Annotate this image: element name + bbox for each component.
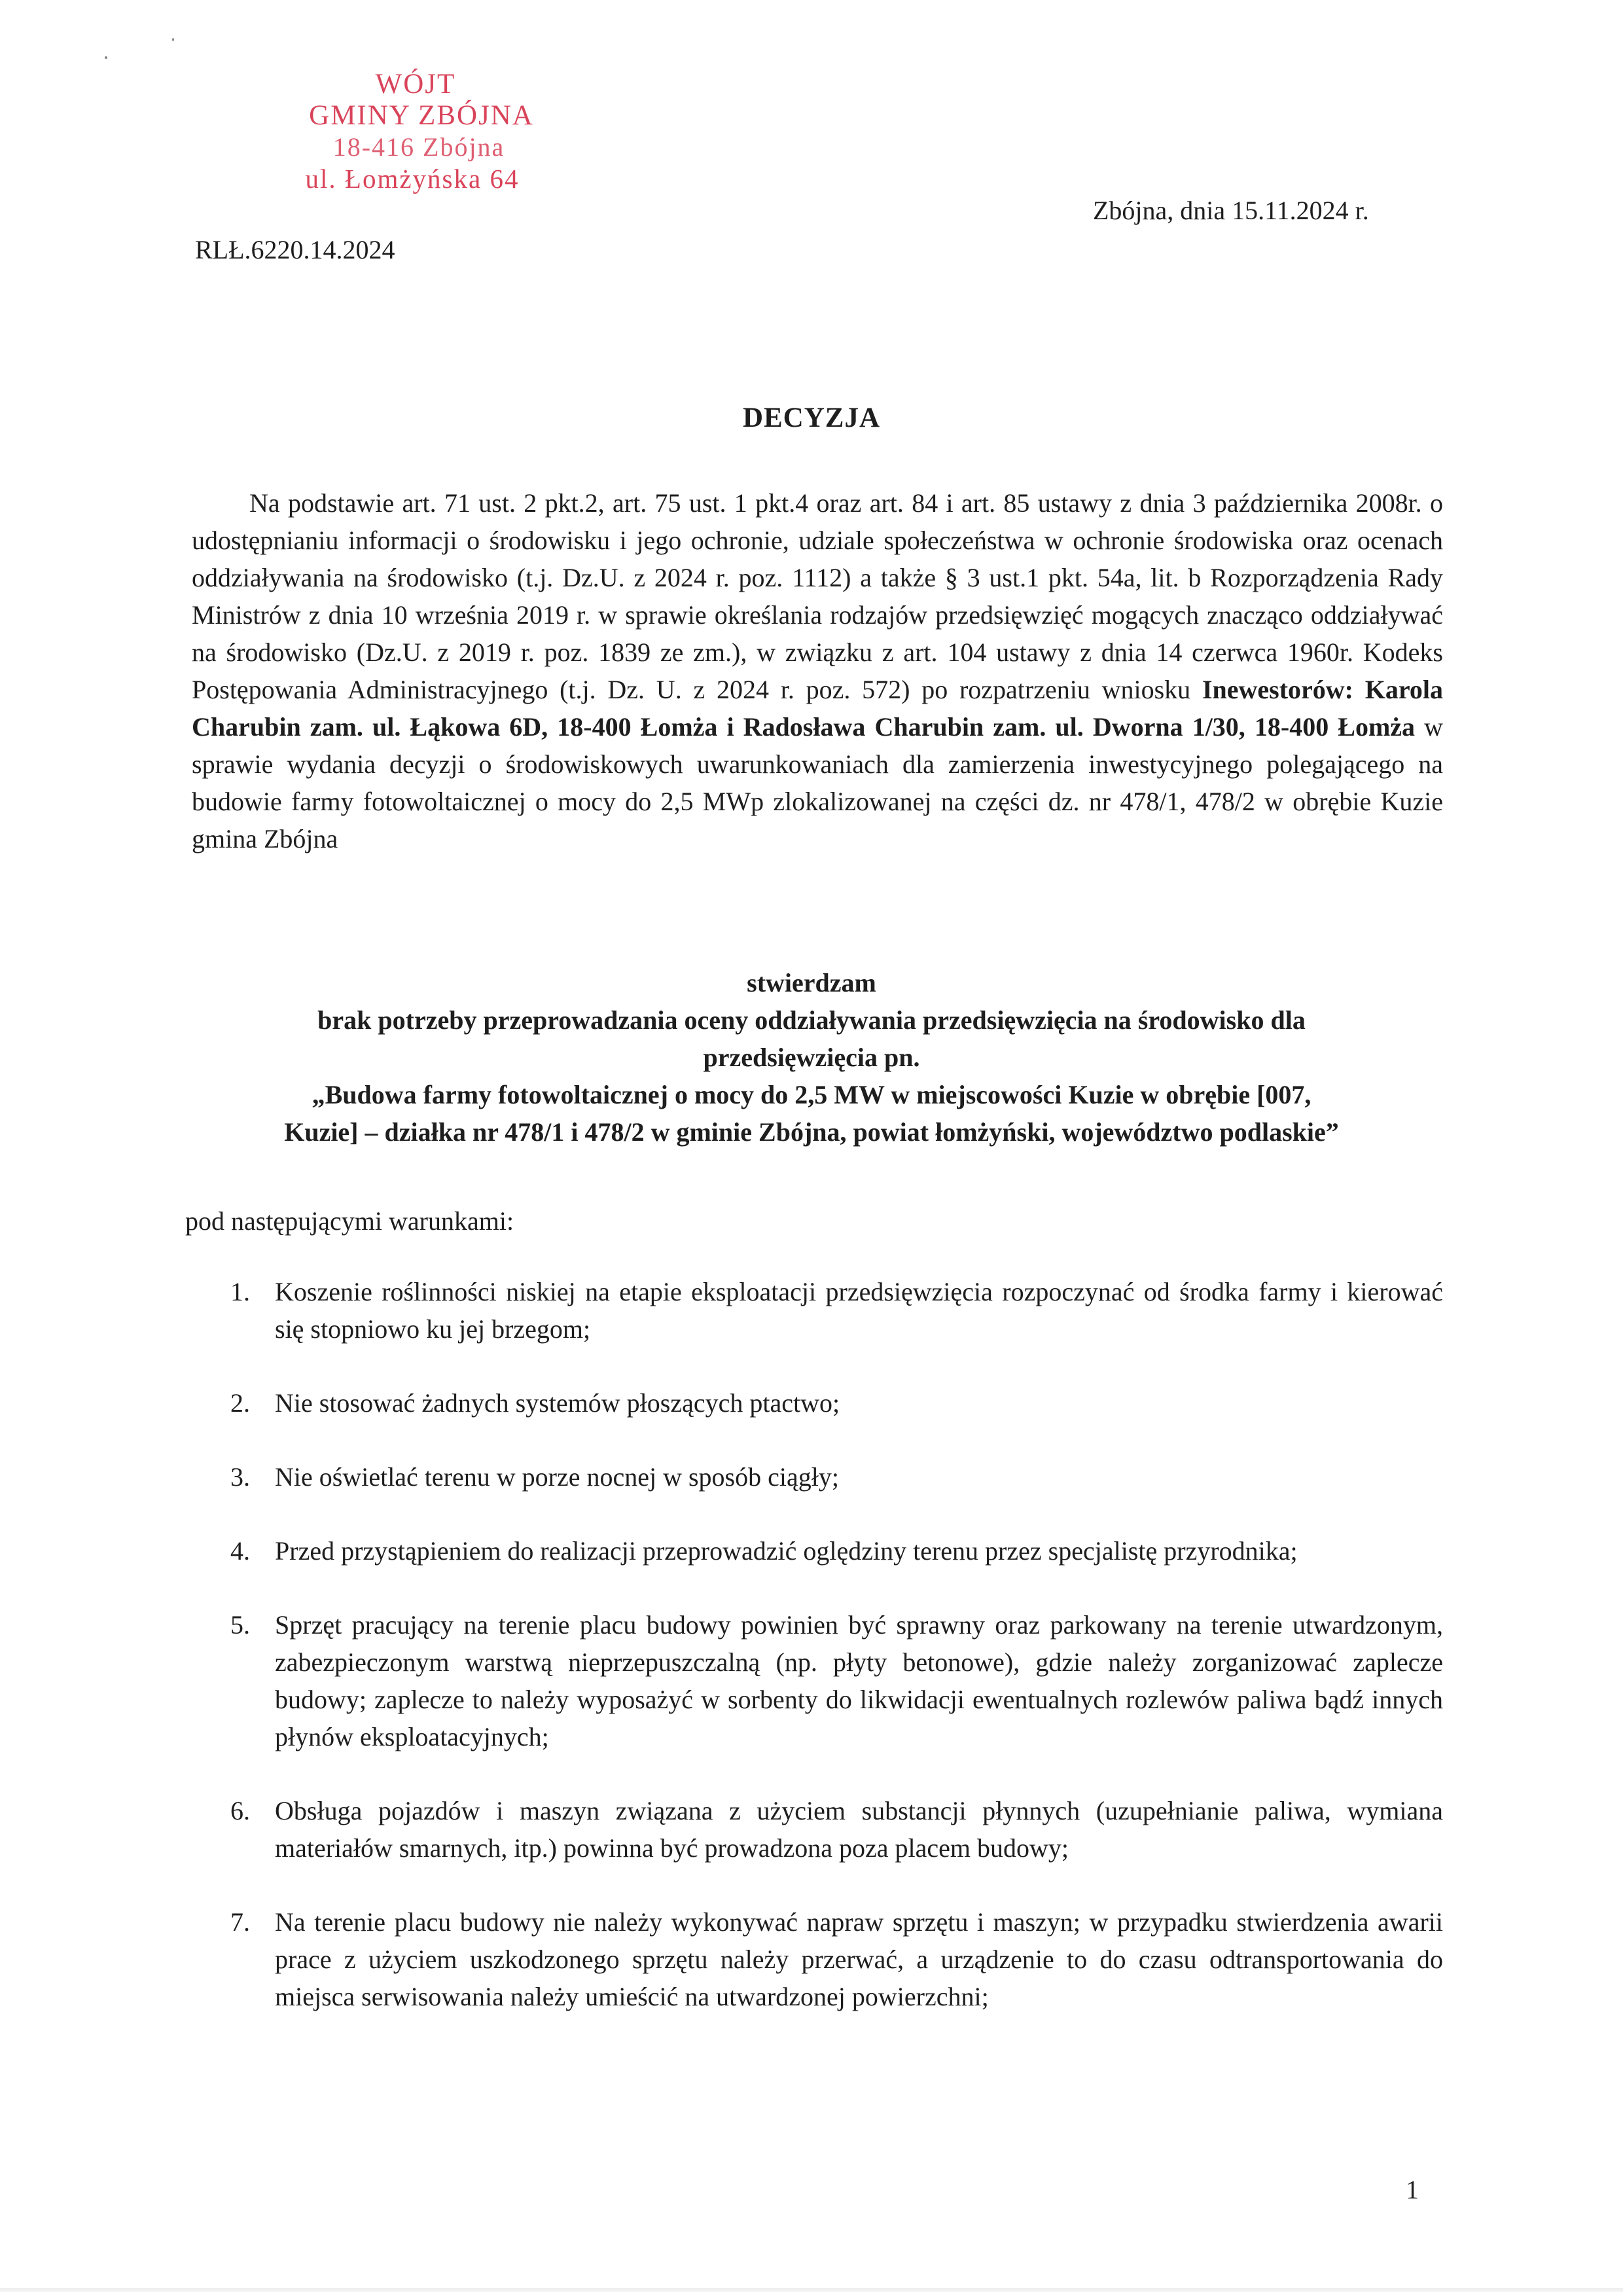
- decision-line: brak potrzeby przeprowadzania oceny oddziaływania przedsięwzięcia na środowisko dla: [317, 1005, 1306, 1035]
- place-date: Zbójna, dnia 15.11.2024 r.: [1093, 196, 1369, 225]
- stamp-line: WÓJT: [375, 69, 456, 99]
- condition-text: Obsługa pojazdów i maszyn związana z użyciem substancji płynnych (uzupełnianie paliwa, wymiana materiałów smarnych, itp.) powinna być prowadzona poza placem budowy;: [275, 1796, 1443, 1863]
- project-name-line: Kuzie] – działka nr 478/1 i 478/2 w gminie Zbójna, powiat łomżyński, województwo podlaskie”: [284, 1117, 1339, 1147]
- stamp-line: GMINY ZBÓJNA: [309, 100, 534, 131]
- scan-speck: [172, 38, 174, 41]
- investors-bold-text: Inewestorów: Karola Charubin zam. ul. Łąkowa 6D, 18-400 Łomża i Radosława Charubin zam. ul. Dworna 1/30, 18-400 Łomża: [192, 675, 1444, 742]
- legal-basis-paragraph: [192, 484, 1443, 857]
- condition-item: [223, 1792, 1443, 1867]
- decision-line: przedsięwzięcia pn.: [703, 1043, 920, 1072]
- stamp-line: ul. Łomżyńska 64: [305, 164, 520, 194]
- condition-item: [223, 1458, 1443, 1496]
- condition-number: 2.: [230, 1388, 250, 1418]
- condition-number: 7.: [230, 1907, 250, 1937]
- condition-number: 4.: [230, 1536, 250, 1566]
- reference-number: RLŁ.6220.14.2024: [195, 235, 395, 264]
- decision-verb: stwierdzam: [747, 968, 876, 997]
- intro-text: Na podstawie art. 71 ust. 2 pkt.2, art. 75 ust. 1 pkt.4 oraz art. 84 i art. 85 ustawy z dnia 3 października 2008r. o udostępnianiu informacji o środowisku i jego ochronie, udziale społeczeństwa w ochronie środowiska oraz ocenach oddziaływania na środowisko (t.j. Dz.U. z 2024 r. poz. 1112) a także § 3 ust.1 pkt. 54a, lit. b Rozporządzenia Rady Ministrów z dnia 10 września 2019 r. w sprawie określania rodzajów przedsięwzięć mogących znacząco oddziaływać na środowisko (Dz.U. z 2019 r. poz. 1839 ze zm.), w związku z art. 104 ustawy z dnia 14 czerwca 1960r. Kodeks Postępowania Administracyjnego (t.j. Dz. U. z 2024 r. poz. 572) po rozpatrzeniu wniosku: [192, 488, 1443, 704]
- condition-number: 1.: [230, 1277, 250, 1306]
- condition-text: Sprzęt pracujący na terenie placu budowy powinien być sprawny oraz parkowany na terenie utwardzonym, zabezpieczonym warstwą nieprzepuszczalną (np. płyty betonowe), gdzie należy zorganizować zaplecze budowy; zaplecze to należy wyposażyć w sorbenty do likwidacji ewentualnych rozlewów paliwa bądź innych płynów eksploatacyjnych;: [275, 1610, 1443, 1751]
- page-number: 1: [1406, 2175, 1419, 2204]
- conditions-intro: pod następującymi warunkami:: [185, 1206, 514, 1236]
- condition-text: Przed przystąpieniem do realizacji przeprowadzić oględziny terenu przez specjalistę przyrodnika;: [275, 1536, 1298, 1566]
- document-title: DECYZJA: [742, 403, 881, 433]
- decision-statement: [183, 964, 1440, 1151]
- scan-bottom-edge: [0, 2288, 1623, 2292]
- condition-number: 6.: [230, 1796, 250, 1825]
- condition-number: 3.: [230, 1462, 250, 1492]
- condition-item: [223, 1903, 1443, 2015]
- condition-item: [223, 1384, 1443, 1422]
- condition-item: [223, 1273, 1443, 1348]
- condition-number: 5.: [230, 1610, 250, 1640]
- condition-text: Koszenie roślinności niskiej na etapie eksploatacji przedsięwzięcia rozpoczynać od środka farmy i kierować się stopniowo ku jej brzegom;: [275, 1277, 1443, 1344]
- stamp-line: 18-416 Zbójna: [332, 132, 505, 162]
- condition-text: Na terenie placu budowy nie należy wykonywać napraw sprzętu i maszyn; w przypadku stwierdzenia awarii prace z użyciem uszkodzonego sprzętu należy przerwać, a urządzenie to do czasu odtransportowania do miejsca serwisowania należy umieścić na utwardzonej powierzchni;: [275, 1907, 1443, 2011]
- condition-text: Nie oświetlać terenu w porze nocnej w sposób ciągły;: [275, 1462, 839, 1492]
- conditions-list: [223, 1273, 1443, 2052]
- condition-text: Nie stosować żadnych systemów płoszących ptactwo;: [275, 1388, 840, 1418]
- scan-speck: [105, 56, 107, 59]
- condition-item: [223, 1532, 1443, 1570]
- project-name-line: „Budowa farmy fotowoltaicznej o mocy do 2,5 MW w miejscowości Kuzie w obrębie [007,: [312, 1080, 1311, 1109]
- condition-item: [223, 1606, 1443, 1755]
- official-stamp: [278, 69, 553, 194]
- intro-text-continued: w sprawie wydania decyzji o środowiskowych uwarunkowaniach dla zamierzenia inwestycyjnego polegającego na budowie farmy fotowoltaicznej o mocy do 2,5 MWp zlokalizowanej na części dz. nr 478/1, 478/2 w obrębie Kuzie gmina Zbójna: [192, 712, 1444, 853]
